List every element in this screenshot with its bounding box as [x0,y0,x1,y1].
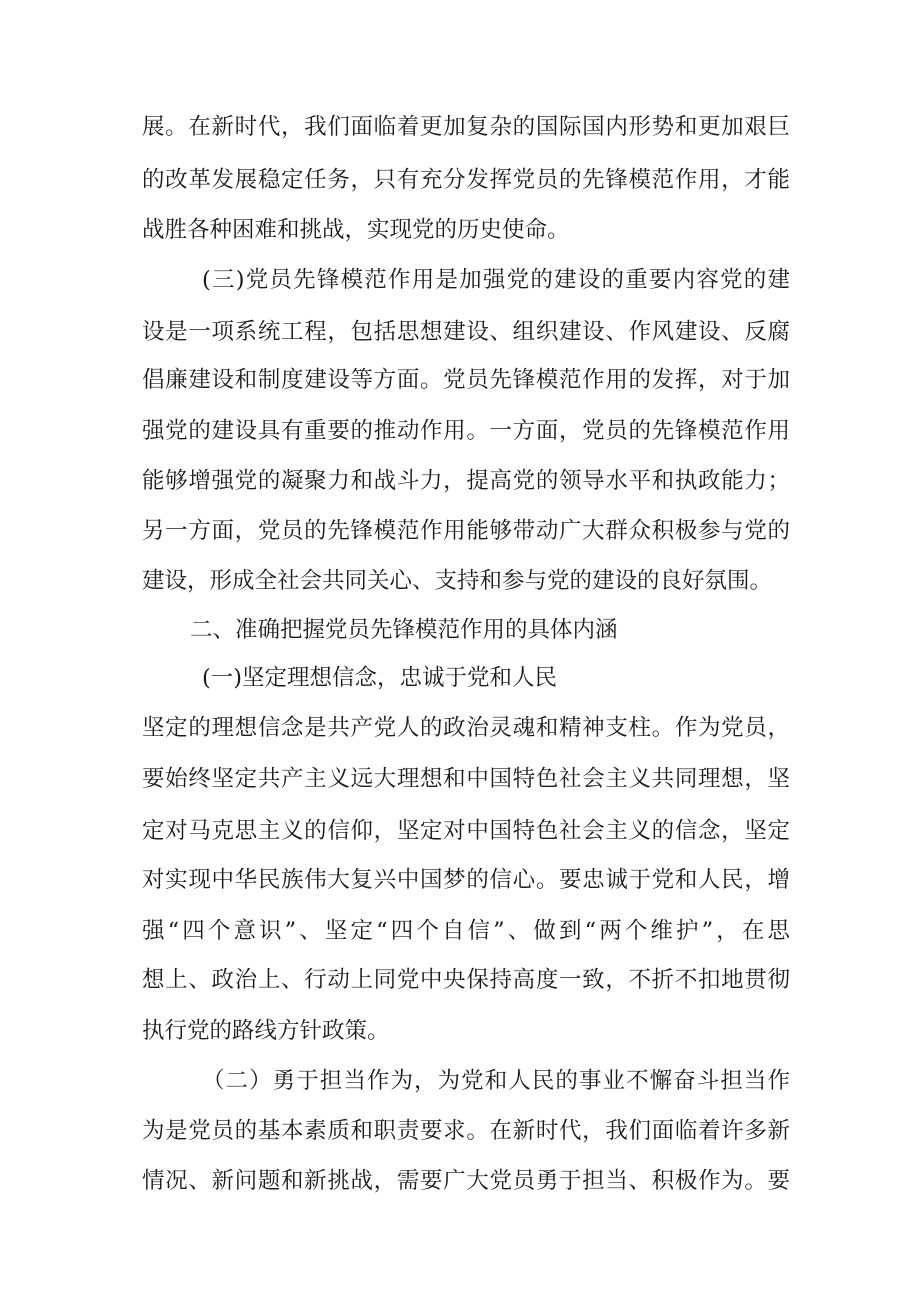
body-text-line: 情况、新问题和新挑战，需要广大党员勇于担当、积极作为。要 [142,1168,790,1194]
body-text-line: 展。在新时代，我们面临着更加复杂的国际国内形势和更加艰巨 [142,114,790,140]
body-text-line: 为是党员的基本素质和职责要求。在新时代，我们面临着许多新 [142,1118,790,1144]
section-heading-2: 二、准确把握党员先锋模范作用的具体内涵 [190,617,618,643]
body-text-line: 设是一项系统工程，包括思想建设、组织建设、作风建设、反腐 [142,319,790,345]
body-text-line: 倡廉建设和制度建设等方面。党员先锋模范作用的发挥，对于加 [142,367,790,393]
subsection-heading-1: (一)坚定理想信念，忠诚于党和人民 [202,665,558,691]
body-text-line: 执行党的路线方针政策。 [142,1018,390,1044]
body-text-line: 另一方面，党员的先锋模范作用能够带动广大群众积极参与党的 [142,518,790,544]
body-text-line: 想上、政治上、行动上同党中央保持高度一致，不折不扣地贯彻 [142,967,790,993]
body-text-line: 能够增强党的凝聚力和战斗力，提高党的领导水平和执政能力； [142,468,790,494]
body-text-line: 强“四个意识”、坚定“四个自信”、做到“两个维护”，在思 [142,918,790,944]
body-text-line: 坚定的理想信念是共产党人的政治灵魂和精神支柱。作为党员， [142,715,790,741]
body-text-line: 战胜各种困难和挑战，实现党的历史使命。 [142,217,570,243]
body-text-line: 对实现中华民族伟大复兴中国梦的信心。要忠诚于党和人民，增 [142,867,790,893]
body-text-line: 的改革发展稳定任务，只有充分发挥党员的先锋模范作用，才能 [142,167,790,193]
subsection-heading-3: (三)党员先锋模范作用是加强党的建设的重要内容党的建 [202,267,790,293]
body-text-line: 定对马克思主义的信仰，坚定对中国特色社会主义的信念，坚定 [142,818,790,844]
body-text-line: 强党的建设具有重要的推动作用。一方面，党员的先锋模范作用 [142,418,790,444]
body-text-line: 建设，形成全社会共同关心、支持和参与党的建设的良好氛围。 [142,568,773,594]
subsection-heading-2: （二）勇于担当作为，为党和人民的事业不懈奋斗担当作 [202,1068,790,1094]
body-text-line: 要始终坚定共产主义远大理想和中国特色社会主义共同理想，坚 [142,766,790,792]
